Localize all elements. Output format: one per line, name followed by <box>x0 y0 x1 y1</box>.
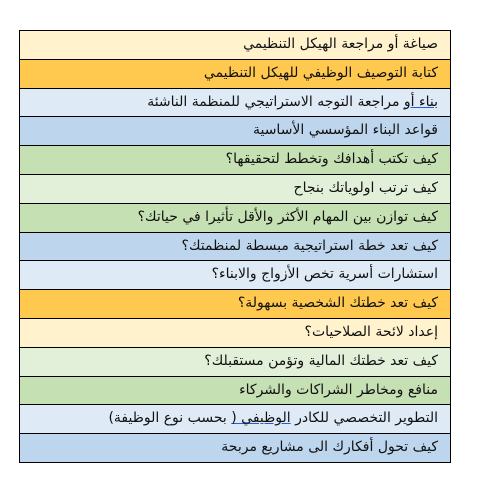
row-text: كيف ترتب اولوياتك بنجاح <box>293 179 438 196</box>
row-text: بناء أو مراجعة التوجه الاستراتيجي للمنظمة الناشئة <box>147 93 438 110</box>
table-row <box>20 175 450 204</box>
table-row <box>20 434 450 463</box>
topics-table <box>19 30 451 463</box>
table-row <box>20 146 450 175</box>
table-row <box>20 117 450 146</box>
row-text: كيف تكتب أهدافك وتخطط لتحقيقها؟ <box>225 151 438 168</box>
table-row <box>20 233 450 262</box>
row-text: كيف توازن بين المهام الأكثر والأقل تأثيرا في حياتك؟ <box>137 208 438 225</box>
row-text: كيف تعد خطة استراتيجية مبسطة لمنظمتك؟ <box>181 237 438 254</box>
table-row <box>20 31 450 60</box>
row-text: إعداد لائحة الصلاحيات؟ <box>304 323 438 340</box>
row-text: كيف تحول أفكارك الى مشاريع مربحة <box>221 439 438 456</box>
table-row <box>20 261 450 290</box>
table-row <box>20 377 450 406</box>
table-row <box>20 348 450 377</box>
row-text: قواعد البناء المؤسسي الأساسية <box>252 122 438 139</box>
row-text: كيف تعد خطتك الشخصية بسهولة؟ <box>237 295 438 312</box>
table-row <box>20 405 450 434</box>
row-text: كيف تعد خطتك المالية وتؤمن مستقبلك؟ <box>204 352 438 369</box>
row-text: كتابة التوصيف الوظيفي للهيكل التنظيمي <box>203 64 438 81</box>
row-text: منافع ومخاطر الشراكات والشركاء <box>239 381 438 398</box>
table-row <box>20 89 450 118</box>
table-row <box>20 319 450 348</box>
table-row <box>20 60 450 89</box>
row-text: صياغة أو مراجعة الهيكل التنظيمي <box>243 36 438 52</box>
table-row <box>20 204 450 233</box>
row-text: استشارات أسرية تخص الأزواج والابناء؟ <box>211 266 438 283</box>
row-text: التطوير التخصصي للكادر الوظيفي ( بحسب نوع الوظيفة) <box>108 410 438 427</box>
table-row <box>20 290 450 319</box>
